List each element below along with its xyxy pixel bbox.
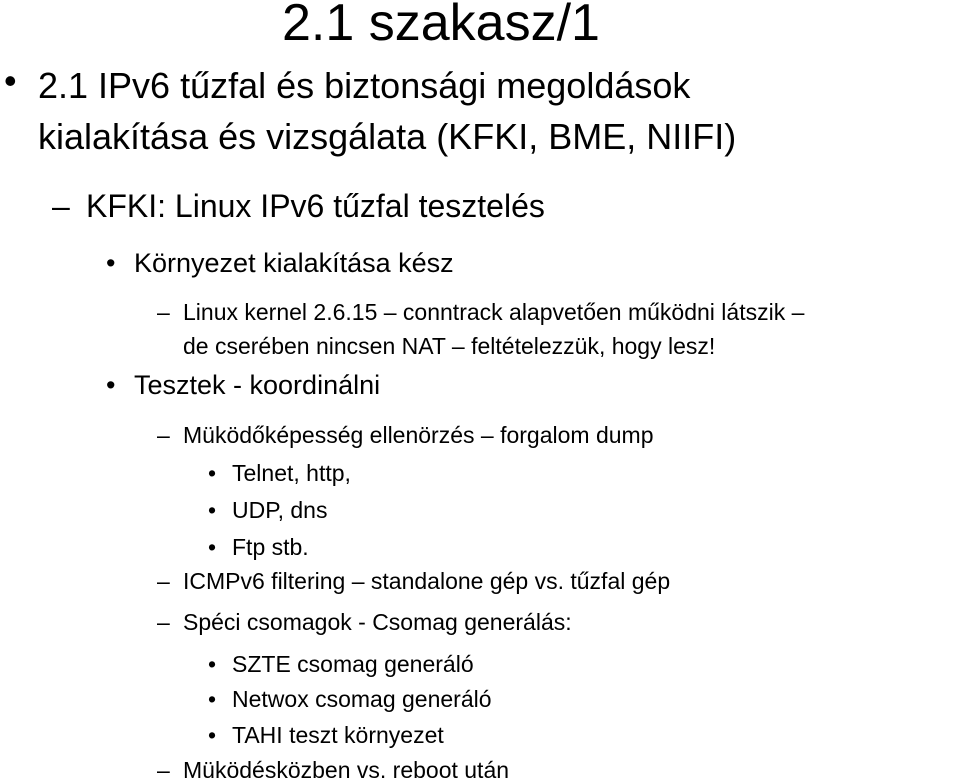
bullet-dot-icon: • — [208, 460, 217, 486]
bullet-dot-icon: • — [106, 370, 116, 400]
dash-marker-icon: – — [157, 422, 170, 448]
bullet-dot-icon: • — [208, 722, 217, 748]
ftp-item: Ftp stb. — [232, 534, 309, 560]
telnet-item: Telnet, http, — [232, 460, 351, 486]
icmp-item: ICMPv6 filtering – standalone gép vs. tűzfal gép — [183, 568, 671, 594]
bullet-dot-icon: • — [208, 651, 217, 677]
dash-marker-icon: – — [157, 299, 170, 325]
functionality-item: Müködőképesség ellenörzés – forgalom dump — [183, 422, 654, 448]
kernel-line-2: de cserében nincsen NAT – feltételezzük, hogy lesz! — [183, 333, 716, 359]
bullet-dot-icon: • — [208, 534, 217, 560]
dash-marker-icon: – — [157, 757, 170, 783]
kernel-line-1: Linux kernel 2.6.15 – conntrack alapvetően működni látszik – — [183, 299, 805, 325]
dash-marker-icon: – — [157, 609, 170, 635]
bullet-text-line-2: kialakítása és vizsgálata (KFKI, BME, NIIFI) — [38, 116, 737, 157]
tahi-item: TAHI teszt környezet — [232, 722, 444, 748]
kfki-heading: KFKI: Linux IPv6 tűzfal tesztelés — [86, 188, 545, 224]
slide-title: 2.1 szakasz/1 — [282, 0, 600, 52]
bullet-dot-icon: • — [106, 248, 116, 278]
udp-item: UDP, dns — [232, 497, 328, 523]
dash-marker-icon: – — [52, 188, 70, 224]
environment-item: Környezet kialakítása kész — [134, 248, 454, 278]
dash-marker-icon: – — [157, 568, 170, 594]
tests-item: Tesztek - koordinálni — [134, 370, 381, 400]
netwox-item: Netwox csomag generáló — [232, 686, 492, 712]
bullet-text-line-1: 2.1 IPv6 tűzfal és biztonsági megoldások — [38, 65, 691, 106]
bullet-dot-icon: • — [208, 686, 217, 712]
special-packets-item: Spéci csomagok - Csomag generálás: — [183, 609, 572, 635]
bullet-dot-icon: • — [4, 60, 17, 101]
bullet-dot-icon: • — [208, 497, 217, 523]
szte-item: SZTE csomag generáló — [232, 651, 474, 677]
reboot-item: Müködésközben vs. reboot után — [183, 757, 510, 783]
